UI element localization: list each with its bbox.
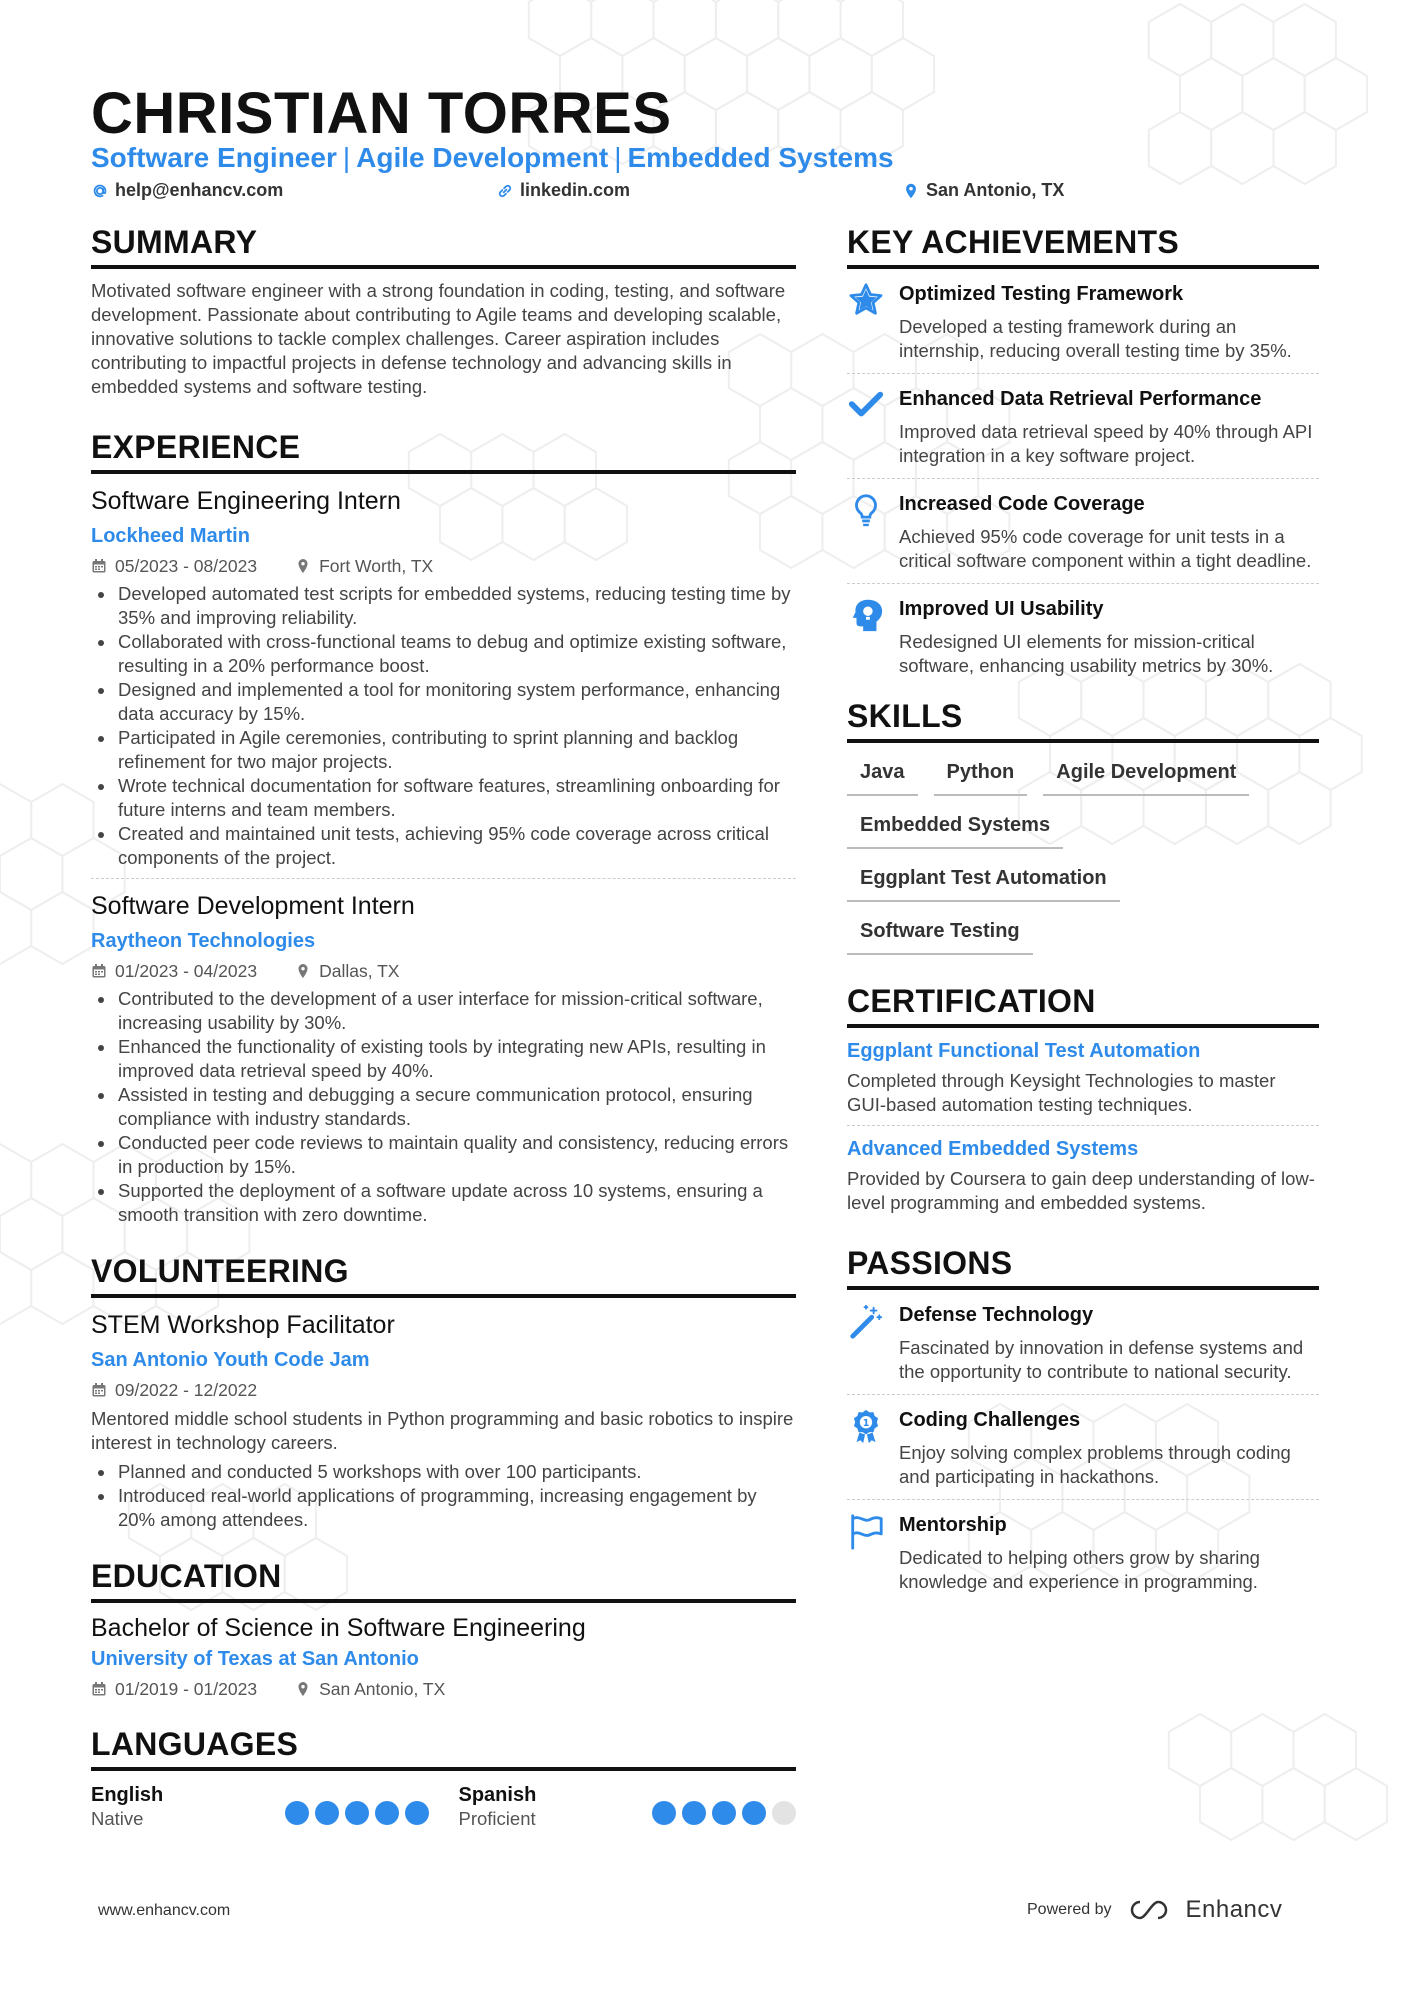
languages-heading: LANGUAGES <box>91 1726 796 1771</box>
language-name: Spanish <box>458 1784 537 1806</box>
skills-list <box>847 757 1319 955</box>
job-bullets <box>91 987 796 1227</box>
achievement-item <box>847 479 1319 584</box>
title-3: Embedded Systems <box>627 142 894 173</box>
passion-item <box>847 1395 1319 1500</box>
contact-linkedin[interactable] <box>496 180 630 201</box>
title-2: Agile Development <box>356 142 609 173</box>
certification-section <box>847 983 1319 1215</box>
volunteering-heading: VOLUNTEERING <box>91 1253 796 1298</box>
achievements-section <box>847 224 1319 688</box>
enhancv-logo-icon <box>1126 1898 1172 1922</box>
job-role: Software Development Intern <box>91 892 415 920</box>
language-rating <box>652 1795 796 1831</box>
language-name: English <box>91 1784 164 1806</box>
education-meta <box>91 1678 796 1700</box>
at-icon <box>91 182 109 200</box>
summary-text: Motivated software engineer with a strong foundation in coding, testing, and software development. Passionate about contributing to Agile teams and developing scalable, innovative solutions to tackle complex challenges. Career aspiration includes contributing to impactful projects in defense technology and advancing skills in embedded systems and software testing. <box>91 280 786 397</box>
flag-icon <box>847 1512 885 1550</box>
passion-text: Enjoy solving complex problems through coding and participating in hackathons. <box>899 1442 1291 1487</box>
school[interactable]: University of Texas at San Antonio <box>91 1648 419 1670</box>
location-text: San Antonio, TX <box>926 180 1065 200</box>
calendar-icon <box>91 1681 107 1697</box>
skill-tag: Agile Development <box>1043 757 1249 796</box>
job-company[interactable]: Lockheed Martin <box>91 525 250 547</box>
left-column <box>91 224 796 1831</box>
passion-title: Defense Technology <box>899 1304 1094 1326</box>
star-icon <box>847 281 885 319</box>
volunteer-org[interactable]: San Antonio Youth Code Jam <box>91 1349 370 1371</box>
certification-title[interactable]: Eggplant Functional Test Automation <box>847 1040 1201 1062</box>
languages-section <box>91 1726 796 1831</box>
volunteer-meta <box>91 1379 796 1401</box>
rating-dot-filled <box>652 1801 676 1825</box>
achievement-item <box>847 269 1319 374</box>
rating-dot-filled <box>742 1801 766 1825</box>
certification-item <box>847 1136 1319 1215</box>
job-meta <box>91 555 796 577</box>
achievement-title: Optimized Testing Framework <box>899 283 1184 305</box>
footer-branding[interactable] <box>1027 1896 1282 1924</box>
rating-dot-filled <box>405 1801 429 1825</box>
bullet-item: Introduced real-world applications of programming, increasing engagement by 20% among attendees. <box>91 1484 796 1532</box>
lightbulb-icon <box>847 491 885 529</box>
job-location: Dallas, TX <box>319 961 400 981</box>
skill-tag: Software Testing <box>847 916 1033 955</box>
skill-tag: Java <box>847 757 918 796</box>
link-icon <box>496 182 514 200</box>
volunteer-text: Mentored middle school students in Python programming and basic robotics to inspire interest in technology careers. <box>91 1408 794 1453</box>
rating-dot-filled <box>285 1801 309 1825</box>
skill-tag: Eggplant Test Automation <box>847 863 1120 902</box>
achievement-text: Improved data retrieval speed by 40% through API integration in a key software project. <box>899 421 1313 466</box>
certification-text: Provided by Coursera to gain deep understanding of low-level programming and embedded systems. <box>847 1168 1315 1213</box>
passion-title: Coding Challenges <box>899 1409 1081 1431</box>
education-heading: EDUCATION <box>91 1558 796 1603</box>
svg-text:1: 1 <box>862 1418 870 1429</box>
bullet-item: Developed automated test scripts for embedded systems, reducing testing time by 35% and improving reliability. <box>91 582 796 630</box>
job-dates: 05/2023 - 08/2023 <box>115 556 258 576</box>
education-location: San Antonio, TX <box>319 1679 446 1699</box>
job-bullets <box>91 582 796 870</box>
linkedin-text: linkedin.com <box>520 180 631 200</box>
certification-heading: CERTIFICATION <box>847 983 1319 1028</box>
location-pin-icon <box>295 1681 311 1697</box>
achievement-item <box>847 374 1319 479</box>
passions-heading: PASSIONS <box>847 1245 1319 1290</box>
rating-dot-filled <box>712 1801 736 1825</box>
magic-wand-icon <box>847 1302 885 1340</box>
bullet-item: Conducted peer code reviews to maintain quality and consistency, reducing errors in production by 15%. <box>91 1131 796 1179</box>
volunteer-entry <box>91 1310 796 1532</box>
bullet-item: Supported the deployment of a software update across 10 systems, ensuring a smooth transition with zero downtime. <box>91 1179 796 1227</box>
contact-email[interactable] <box>91 180 283 201</box>
language-rating <box>285 1795 429 1831</box>
passion-text: Fascinated by innovation in defense systems and the opportunity to contribute to national security. <box>899 1337 1304 1382</box>
rating-dot-filled <box>375 1801 399 1825</box>
job-entry <box>91 486 796 879</box>
calendar-icon <box>91 1382 107 1398</box>
passion-title: Mentorship <box>899 1514 1007 1536</box>
job-location: Fort Worth, TX <box>319 556 434 576</box>
headline-titles <box>91 142 894 174</box>
powered-by-text: Powered by <box>1027 1901 1112 1918</box>
title-1: Software Engineer <box>91 142 337 173</box>
volunteering-section <box>91 1253 796 1532</box>
location-pin-icon <box>902 182 920 200</box>
bullet-item: Wrote technical documentation for software features, streamlining onboarding for future interns and team members. <box>91 774 796 822</box>
education-dates: 01/2019 - 01/2023 <box>115 1679 258 1699</box>
rating-dot-filled <box>315 1801 339 1825</box>
email-text: help@enhancv.com <box>115 180 284 200</box>
title-separator: | <box>614 142 622 173</box>
job-entry <box>91 891 796 1227</box>
calendar-icon <box>91 963 107 979</box>
skill-tag: Embedded Systems <box>847 810 1063 849</box>
bullet-item: Contributed to the development of a user interface for mission-critical software, increasing usability by 30%. <box>91 987 796 1035</box>
brand-name: Enhancv <box>1185 1896 1283 1923</box>
degree: Bachelor of Science in Software Engineering <box>91 1614 586 1642</box>
language-item <box>459 1783 797 1831</box>
right-column <box>847 224 1319 1604</box>
summary-heading: SUMMARY <box>91 224 796 269</box>
achievement-item <box>847 584 1319 688</box>
footer-website[interactable]: www.enhancv.com <box>98 1902 231 1919</box>
contact-location <box>902 180 1064 201</box>
achievement-title: Improved UI Usability <box>899 598 1104 620</box>
location-pin-icon <box>295 558 311 574</box>
volunteer-dates: 09/2022 - 12/2022 <box>115 1380 258 1400</box>
bullet-item: Participated in Agile ceremonies, contributing to sprint planning and backlog refinement for two major projects. <box>91 726 796 774</box>
language-item <box>91 1783 429 1831</box>
certification-item <box>847 1038 1319 1126</box>
award-badge-icon <box>847 1407 885 1445</box>
candidate-name: CHRISTIAN TORRES <box>91 81 672 146</box>
achievement-text: Developed a testing framework during an internship, reducing overall testing time by 35%. <box>899 316 1292 361</box>
achievement-title: Increased Code Coverage <box>899 493 1145 515</box>
summary-section <box>91 224 796 399</box>
job-meta <box>91 960 796 982</box>
rating-dot-filled <box>682 1801 706 1825</box>
job-role: Software Engineering Intern <box>91 487 401 515</box>
achievement-text: Redesigned UI elements for mission-critical software, enhancing usability metrics by 30%. <box>899 631 1274 676</box>
job-dates: 01/2023 - 04/2023 <box>115 961 258 981</box>
bullet-item: Created and maintained unit tests, achieving 95% code coverage across critical components of the project. <box>91 822 796 870</box>
volunteer-role: STEM Workshop Facilitator <box>91 1311 395 1339</box>
bullet-item: Designed and implemented a tool for monitoring system performance, enhancing data accuracy by 15%. <box>91 678 796 726</box>
language-level: Proficient <box>458 1808 536 1829</box>
achievement-title: Enhanced Data Retrieval Performance <box>899 388 1262 410</box>
passion-item <box>847 1290 1319 1395</box>
experience-heading: EXPERIENCE <box>91 429 796 474</box>
skills-section <box>847 698 1319 955</box>
divider <box>91 878 796 879</box>
passions-section <box>847 1245 1319 1604</box>
bullet-item: Collaborated with cross-functional teams to debug and optimize existing software, resulting in a 20% performance boost. <box>91 630 796 678</box>
skills-heading: SKILLS <box>847 698 1319 743</box>
location-pin-icon <box>295 963 311 979</box>
checkmark-icon <box>847 386 885 424</box>
skill-tag: Python <box>934 757 1028 796</box>
job-company[interactable]: Raytheon Technologies <box>91 930 316 952</box>
languages-list <box>91 1783 796 1831</box>
bullet-item: Assisted in testing and debugging a secure communication protocol, ensuring compliance with industry standards. <box>91 1083 796 1131</box>
passion-text: Dedicated to helping others grow by sharing knowledge and experience in programming. <box>899 1547 1260 1592</box>
passion-item <box>847 1500 1319 1604</box>
language-level: Native <box>91 1808 144 1829</box>
title-separator: | <box>342 142 351 173</box>
achievements-heading: KEY ACHIEVEMENTS <box>847 224 1319 269</box>
certification-text: Completed through Keysight Technologies to master GUI-based automation testing techniques. <box>847 1070 1276 1115</box>
experience-section <box>91 429 796 1227</box>
bullet-item: Planned and conducted 5 workshops with over 100 participants. <box>91 1460 796 1484</box>
rating-dot-empty <box>772 1801 796 1825</box>
bullet-item: Enhanced the functionality of existing tools by integrating new APIs, resulting in improved data retrieval speed by 40%. <box>91 1035 796 1083</box>
volunteer-bullets <box>91 1460 796 1532</box>
education-section <box>91 1558 796 1700</box>
achievement-text: Achieved 95% code coverage for unit tests in a critical software component within a tight deadline. <box>899 526 1312 571</box>
certification-title[interactable]: Advanced Embedded Systems <box>847 1138 1139 1160</box>
rating-dot-filled <box>345 1801 369 1825</box>
head-bulb-icon <box>847 596 885 634</box>
calendar-icon <box>91 558 107 574</box>
education-entry <box>91 1613 796 1700</box>
